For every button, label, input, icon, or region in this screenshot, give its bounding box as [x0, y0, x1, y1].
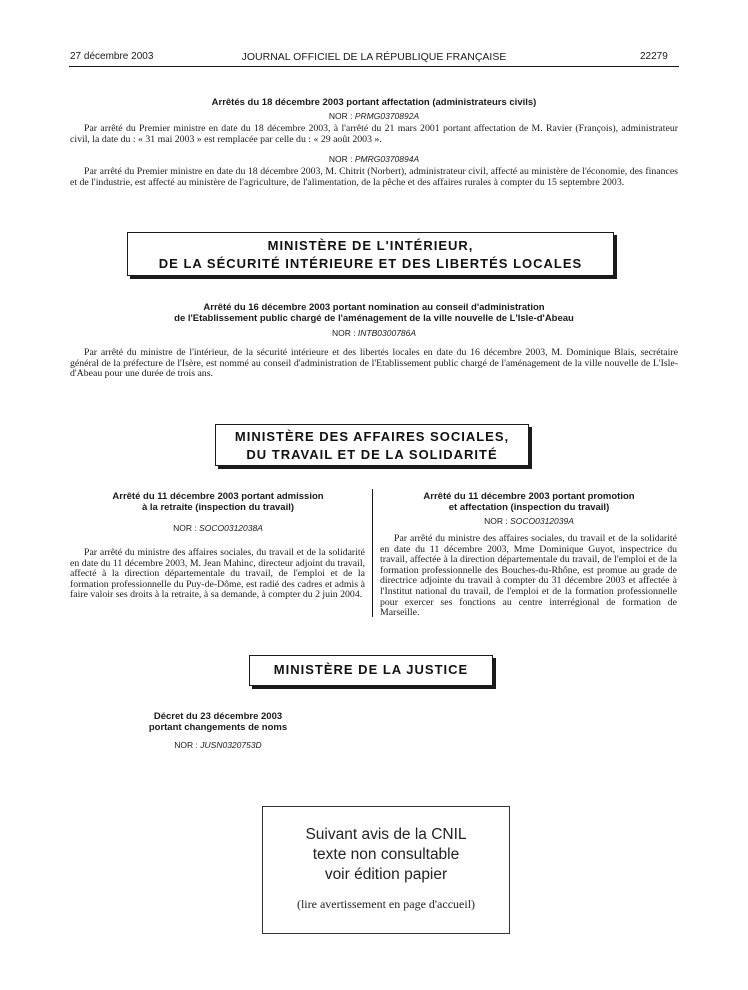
header-date: 27 décembre 2003 [70, 51, 154, 62]
ministry-justice-line1: MINISTÈRE DE LA JUSTICE [273, 662, 469, 677]
right-col-title-line2: et affectation (inspection du travail) [448, 502, 610, 513]
section1-para1: Par arrêté du Premier ministre en date du 18 décembre 2003, à l'arrêté du 21 mars 2001 portant affectation de M. Ravier (François), administrateur civil, la date du : « 31 mai 2003 » est remplacée par celle du : « 29 août 2003 ». [70, 123, 678, 145]
cnil-line1: Suivant avis de la CNIL [305, 826, 467, 843]
right-col-nor: NOR : SOCO0312039A [484, 516, 574, 526]
journal-title: JOURNAL OFFICIEL DE LA RÉPUBLIQUE FRANÇAISE [241, 51, 507, 63]
cnil-line2: texte non consultable [312, 846, 460, 863]
cnil-line3: voir édition papier [324, 866, 448, 883]
ministry-interior-line2: DE LA SÉCURITÉ INTÉRIEURE ET DES LIBERTÉS LOCALES [158, 256, 583, 271]
page-number: 22279 [640, 51, 668, 62]
section2-title-line1: Arrêté du 16 décembre 2003 portant nomination au conseil d'administration [203, 302, 545, 313]
section1-title: Arrêtés du 18 décembre 2003 portant affectation (administrateurs civils) [211, 97, 537, 108]
left-col-title-line1: Arrêté du 11 décembre 2003 portant admission [112, 491, 324, 502]
ministry-interior-line1: MINISTÈRE DE L'INTÉRIEUR, [267, 238, 474, 253]
section2-title-line2: de l'Etablissement public chargé de l'aménagement de la ville nouvelle de L'Isle-d'Abeau [174, 313, 574, 324]
cnil-notice-box [262, 806, 510, 934]
section1-para2: Par arrêté du Premier ministre en date du 18 décembre 2003, M. Chitrit (Norbert), administrateur civil, affecté au ministère de l'économie, des finances et de l'industrie, est affecté au ministère de l'agriculture, de l'alimentation, de la pêche et des affaires rurales à compter du 15 septembre 2003. [70, 166, 678, 188]
header-rule [69, 66, 679, 67]
right-col-para: Par arrêté du ministre des affaires sociales, du travail et de la solidarité en date du 11 décembre 2003, Mme Dominique Guyot, inspectrice du travail, affectée à la direction départementale du travail, de l'emploi et de la formation professionnelle des Bouches-du-Rhône, est promue au grade de directrice adjointe du travail à compter du 31 décembre 2003 et affectée à l'Institut national du travail, de l'emploi et de la formation professionnelle pour exercer ses fonctions au centre interrégional de formation de Marseille. [380, 533, 677, 619]
section1-nor1: NOR : PRMG0370892A [328, 111, 420, 121]
ministry-social-line1: MINISTÈRE DES AFFAIRES SOCIALES, [234, 429, 510, 444]
cnil-line4: (lire avertissement en page d'accueil) [296, 897, 476, 911]
left-col-nor: NOR : SOCO0312038A [173, 523, 263, 533]
right-col-title-line1: Arrêté du 11 décembre 2003 portant promotion [423, 491, 635, 502]
column-divider [372, 489, 373, 617]
left-col-para: Par arrêté du ministre des affaires sociales, du travail et de la solidarité en date du 11 décembre 2003, M. Jean Mahinc, directeur adjoint du travail, affecté à la direction départementale du travail, de l'emploi et de la formation professionnelle du Puy-de-Dôme, est radié des cadres et admis à faire valoir ses droits à la retraite, à sa demande, à compter du 2 juin 2004. [70, 547, 365, 601]
section3-title-line1: Décret du 23 décembre 2003 [153, 711, 283, 722]
ministry-justice-box [249, 655, 493, 686]
ministry-interior-box [127, 232, 614, 276]
section2-nor: NOR : INTB0300786A [331, 328, 417, 338]
section1-nor2: NOR : PMRG0370894A [328, 154, 420, 164]
section3-nor: NOR : JUSN0320753D [174, 740, 262, 750]
section2-para: Par arrêté du ministre de l'intérieur, de la sécurité intérieure et des libertés locales en date du 16 décembre 2003, M. Dominique Blais, secrétaire général de la préfecture de l'Isère, est nommé au conseil d'administration de l'Etablissement public chargé de l'aménagement de la ville nouvelle de L'Isle-d'Abeau pour une durée de trois ans. [70, 347, 678, 380]
ministry-social-affairs-box [215, 424, 529, 466]
section3-title-line2: portant changements de noms [148, 722, 288, 733]
ministry-social-line2: DU TRAVAIL ET DE LA SOLIDARITÉ [246, 447, 498, 462]
left-col-title-line2: à la retraite (inspection du travail) [141, 502, 295, 513]
